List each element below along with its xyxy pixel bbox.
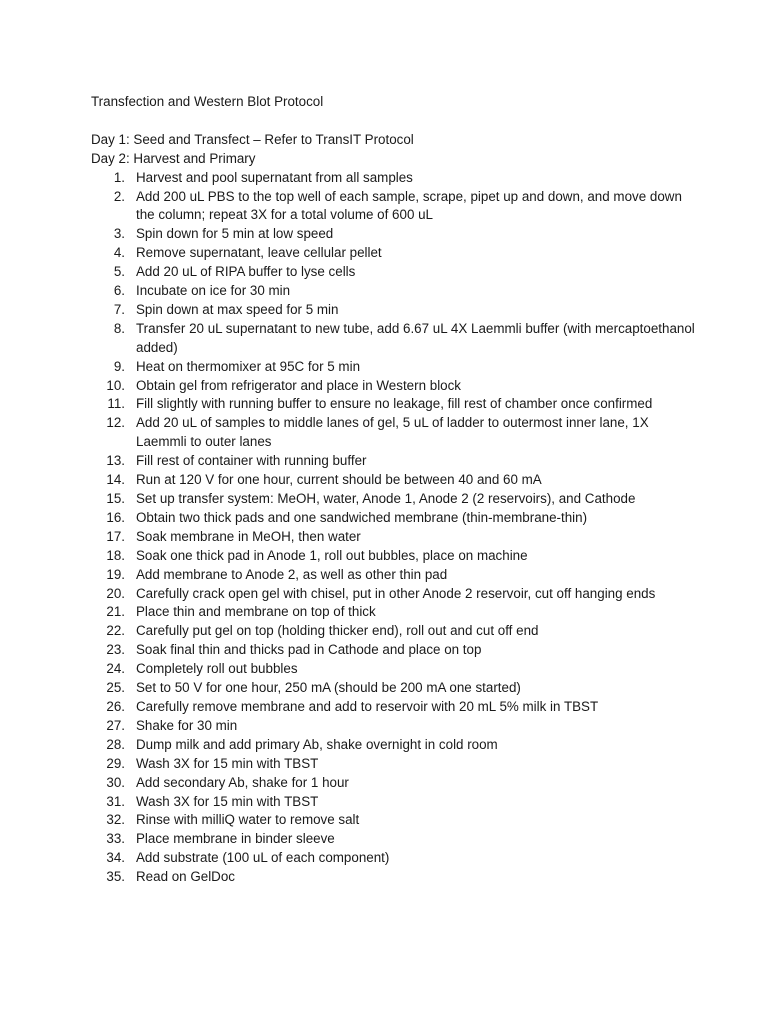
step-number: 15.: [106, 491, 125, 507]
protocol-step: [91, 811, 696, 830]
step-number: 30.: [106, 774, 125, 790]
protocol-step: [91, 169, 696, 188]
step-number: 4.: [113, 245, 125, 261]
step-text: Spin down at max speed for 5 min: [136, 301, 339, 317]
step-text: Spin down for 5 min at low speed: [136, 226, 334, 242]
step-text: Incubate on ice for 30 min: [136, 283, 291, 299]
step-number: 31.: [106, 793, 125, 809]
step-number: 1.: [113, 169, 125, 185]
step-text: Soak membrane in MeOH, then water: [136, 528, 361, 544]
step-number: 21.: [106, 604, 125, 620]
step-text: Fill rest of container with running buffer: [136, 453, 367, 469]
protocol-step: [91, 849, 696, 868]
protocol-step: [91, 301, 696, 320]
protocol-step: [91, 358, 696, 377]
step-text: Place thin and membrane on top of thick: [136, 604, 376, 620]
step-number: 27.: [106, 717, 125, 733]
step-text: Run at 120 V for one hour, current should be between 40 and 60 mA: [136, 472, 542, 488]
step-number: 28.: [106, 736, 125, 752]
step-number: 29.: [106, 755, 125, 771]
step-number: 22.: [106, 623, 125, 639]
step-number: 35.: [106, 869, 125, 885]
step-number: 16.: [106, 509, 125, 525]
protocol-step: [91, 225, 696, 244]
protocol-step: [91, 377, 696, 396]
step-number: 11.: [107, 396, 125, 412]
step-text: Add membrane to Anode 2, as well as other thin pad: [136, 566, 448, 582]
protocol-step: [91, 603, 696, 622]
step-text: Set up transfer system: MeOH, water, Anode 1, Anode 2 (2 reservoirs), and Cathode: [136, 491, 636, 507]
protocol-step: [91, 698, 696, 717]
protocol-step: [91, 660, 696, 679]
step-number: 18.: [106, 547, 125, 563]
step-text: Remove supernatant, leave cellular pellet: [136, 245, 382, 261]
step-number: 5.: [113, 264, 125, 280]
step-text: Wash 3X for 15 min with TBST: [136, 793, 319, 809]
step-number: 26.: [106, 698, 125, 714]
step-text: Obtain gel from refrigerator and place in Western block: [136, 377, 462, 393]
step-text: Set to 50 V for one hour, 250 mA (should be 200 mA one started): [136, 680, 521, 696]
step-text: Shake for 30 min: [136, 717, 238, 733]
step-text: Soak final thin and thicks pad in Cathode and place on top: [136, 642, 482, 658]
step-text: Dump milk and add primary Ab, shake overnight in cold room: [136, 736, 498, 752]
protocol-step: [91, 717, 696, 736]
step-number: 3.: [113, 226, 125, 242]
day2-heading: Day 2: Harvest and Primary: [91, 150, 256, 166]
step-text: Soak one thick pad in Anode 1, roll out bubbles, place on machine: [136, 547, 528, 563]
step-number: 12.: [106, 415, 125, 431]
step-text: Completely roll out bubbles: [136, 661, 298, 677]
step-number: 33.: [106, 831, 125, 847]
step-number: 32.: [106, 812, 125, 828]
protocol-step: [91, 490, 696, 509]
protocol-step: [91, 641, 696, 660]
step-number: 7.: [113, 301, 125, 317]
protocol-step: [91, 188, 696, 226]
step-text: Heat on thermomixer at 95C for 5 min: [136, 358, 361, 374]
step-number: 13.: [106, 453, 125, 469]
protocol-step: [91, 509, 696, 528]
step-number: 8.: [113, 320, 125, 336]
step-text: Harvest and pool supernatant from all samples: [136, 169, 413, 185]
step-number: 10.: [106, 377, 125, 393]
step-text: Add secondary Ab, shake for 1 hour: [136, 774, 349, 790]
protocol-step: [91, 528, 696, 547]
protocol-step: [91, 679, 696, 698]
step-number: 17.: [106, 528, 125, 544]
day1-heading: Day 1: Seed and Transfect – Refer to TransIT Protocol: [91, 131, 414, 147]
step-number: 20.: [106, 585, 125, 601]
step-number: 6.: [113, 283, 125, 299]
protocol-step: [91, 793, 696, 812]
step-number: 23.: [106, 642, 125, 658]
document-body: [91, 93, 695, 887]
step-number: 25.: [106, 680, 125, 696]
protocol-steps-list: [91, 169, 695, 887]
protocol-step: [91, 452, 696, 471]
protocol-step: [91, 414, 696, 452]
step-text: Wash 3X for 15 min with TBST: [136, 755, 319, 771]
step-text: Place membrane in binder sleeve: [136, 831, 335, 847]
step-text: Add substrate (100 uL of each component): [136, 850, 390, 866]
step-text: Add 20 uL of samples to middle lanes of gel, 5 uL of ladder to outermost inner lane, 1X Laemmli to outer lanes: [136, 415, 649, 450]
protocol-step: [91, 755, 696, 774]
step-text: Fill slightly with running buffer to ensure no leakage, fill rest of chamber once confirmed: [136, 396, 653, 412]
step-number: 24.: [106, 661, 125, 677]
protocol-step: [91, 395, 696, 414]
protocol-step: [91, 774, 696, 793]
protocol-step: [91, 244, 696, 263]
step-text: Read on GelDoc: [136, 869, 235, 885]
protocol-step: [91, 282, 696, 301]
protocol-step: [91, 320, 696, 358]
step-text: Transfer 20 uL supernatant to new tube, add 6.67 uL 4X Laemmli buffer (with mercaptoethanol added): [136, 320, 695, 355]
protocol-step: [91, 547, 696, 566]
protocol-step: [91, 868, 696, 887]
step-number: 2.: [113, 188, 125, 204]
protocol-step: [91, 736, 696, 755]
step-number: 9.: [113, 358, 125, 374]
step-number: 14.: [106, 472, 125, 488]
step-text: Obtain two thick pads and one sandwiched membrane (thin-membrane-thin): [136, 509, 588, 525]
step-text: Carefully put gel on top (holding thicker end), roll out and cut off end: [136, 623, 539, 639]
protocol-step: [91, 585, 696, 604]
protocol-step: [91, 263, 696, 282]
step-number: 34.: [106, 850, 125, 866]
step-number: 19.: [106, 566, 125, 582]
protocol-step: [91, 622, 696, 641]
step-text: Add 200 uL PBS to the top well of each sample, scrape, pipet up and down, and move down the column; repeat 3X for a total volume of 600 uL: [136, 188, 682, 223]
protocol-step: [91, 830, 696, 849]
document-title: Transfection and Western Blot Protocol: [91, 94, 324, 109]
protocol-step: [91, 566, 696, 585]
step-text: Rinse with milliQ water to remove salt: [136, 812, 360, 828]
step-text: Add 20 uL of RIPA buffer to lyse cells: [136, 264, 356, 280]
step-text: Carefully crack open gel with chisel, put in other Anode 2 reservoir, cut off hanging ends: [136, 585, 656, 601]
step-text: Carefully remove membrane and add to reservoir with 20 mL 5% milk in TBST: [136, 698, 599, 714]
protocol-step: [91, 471, 696, 490]
